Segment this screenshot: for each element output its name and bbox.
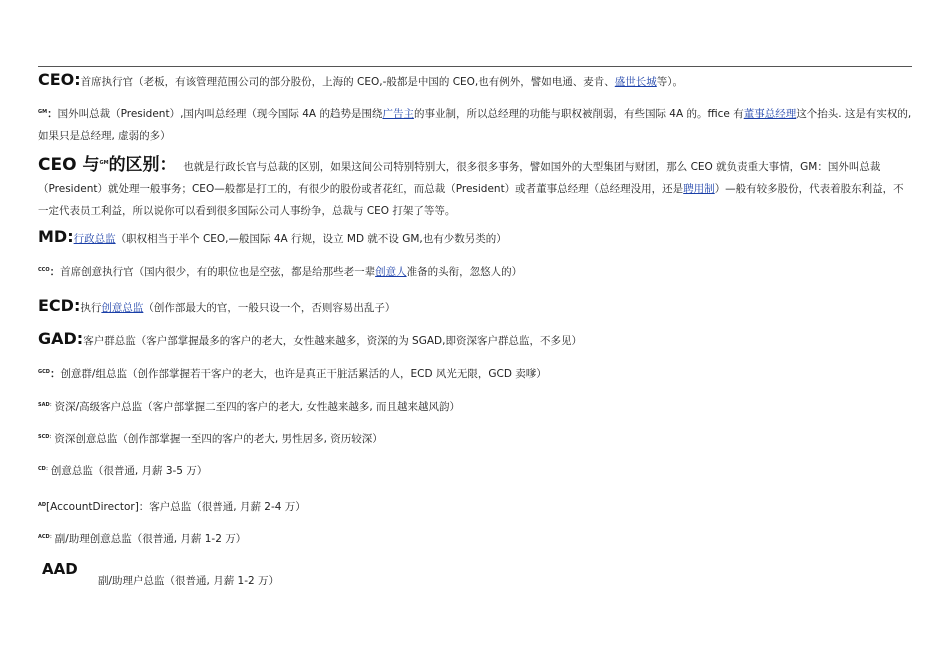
- ceo-gm-difference-entry: [38, 154, 912, 222]
- gm-entry: [38, 103, 912, 147]
- cco-entry: [38, 261, 912, 283]
- sad-text: 资深/高级客户总监（客户部掌握二至四的客户的老大, 女性越来越多, 而且越来越风韵）: [54, 401, 461, 413]
- gcd-term: GCD: [38, 369, 50, 375]
- ceo-text-end: 等）。: [656, 76, 684, 88]
- scd-text: 资深创意总监（创作部掌握一至四的客户的老大, 男性居多, 资历较深）: [54, 433, 383, 445]
- link-administrative-director[interactable]: 行政总监: [73, 233, 116, 245]
- scd-term: SCD：: [38, 434, 55, 440]
- difference-term-small: GM: [99, 160, 109, 166]
- aad-text: 副/助理户总监（很普通, 月薪 1-2 万）: [98, 575, 280, 585]
- cco-colon: ：: [49, 266, 61, 278]
- ad-text: [AccountDirector]：客户总监（很普通, 月薪 2-4 万）: [46, 501, 306, 513]
- difference-text: 也就是行政长官与总裁的区别，如果这间公司特别特别大，很多很多事务，譬如国外的大型集团与财团，那么 CEO 就负责重大事情，GM：国外叫总裁（President）就处理一般事务；CEO—般都是打工的，有很少的股份或者花红，而总裁（President）或者董事总经理（总经理没用，还是: [38, 161, 881, 195]
- gm-text-end: 这个抬头. 这是有实权的, 如果只是总经理, 虚弱的多）: [38, 108, 912, 142]
- cco-text: 首席创意执行官（国内很少，有的职位也是空弦，都是给那些老一辈: [60, 266, 376, 278]
- cco-text-end: 准备的头衔，忽悠人的）: [406, 266, 523, 278]
- gcd-entry: [38, 363, 912, 385]
- sad-term: SAD：: [38, 402, 55, 408]
- difference-text-end: ）—般有较多股份，代表着股东利益，不一定代表员工利益，所以说你可以看到很多国际公司人事纷争，总裁与 CEO 打架了等等。: [38, 183, 904, 217]
- link-employment-system[interactable]: 聘用制: [683, 183, 715, 195]
- gm-text-mid: 的事业制，所以总经理的功能与职权被削弱，有些国际 4A 的。ffice 有: [413, 108, 744, 120]
- sad-entry: [38, 396, 912, 418]
- difference-term-end: 的区别：: [108, 155, 177, 175]
- ad-term: AD: [38, 502, 47, 508]
- cd-term: CD：: [38, 466, 51, 472]
- cd-text: 创意总监（很普通, 月薪 3-5 万）: [50, 465, 208, 477]
- aad-term: AAD: [42, 560, 78, 578]
- ecd-entry: [38, 295, 912, 319]
- md-term: MD:: [38, 227, 74, 246]
- ceo-text: 首席执行官（老板，有该管理范围公司的部分股份，上海的 CEO,-般都是中国的 CEO,也有例外，譬如电通、麦肯、: [80, 76, 615, 88]
- gm-colon: ：: [47, 108, 58, 120]
- gcd-text: 创意群/组总监（创作部掌握若干客户的老大，也许是真正干脏活累活的人，ECD 风光无限，GCD 卖嗲）: [60, 368, 547, 380]
- difference-term: CEO 与: [38, 155, 100, 175]
- acd-entry: [38, 528, 912, 550]
- ecd-text-end: （创作部最大的官，一般只设一个，否则容易出乱子）: [143, 302, 396, 314]
- ceo-term: CEO:: [38, 70, 81, 89]
- gm-term: GM: [38, 109, 48, 115]
- cd-entry: [38, 460, 912, 482]
- cco-term: CCO: [38, 267, 50, 273]
- md-entry: [38, 226, 912, 250]
- link-shengshi-changcheng[interactable]: 盛世长城: [614, 76, 657, 88]
- acd-text: 副/助理创意总监（很普通, 月薪 1-2 万）: [54, 533, 247, 545]
- ceo-entry: [38, 69, 912, 93]
- ad-entry: [38, 496, 912, 518]
- gad-text: 客户群总监（客户部掌握最多的客户的老大，女性越来越多，资深的为 SGAD,即资深客户群总监，不多见）: [83, 335, 582, 347]
- scd-entry: [38, 428, 912, 450]
- acd-term: ACD：: [38, 534, 55, 540]
- top-rule: [38, 66, 912, 67]
- md-text: （职权相当于半个 CEO,—般国际 4A 行规，设立 MD 就不设 GM,也有少数另类的）: [115, 233, 507, 245]
- ecd-text: 执行: [80, 302, 102, 314]
- gm-text: 国外叫总裁（President）,国内叫总经理（现今国际 4A 的趋势是围绕: [57, 108, 383, 120]
- gad-term: GAD:: [38, 329, 84, 348]
- link-advertiser[interactable]: 广告主: [382, 108, 414, 120]
- link-managing-director[interactable]: 董事总经理: [743, 108, 797, 120]
- gcd-colon: ：: [49, 368, 61, 380]
- ecd-term: ECD:: [38, 296, 81, 315]
- gad-entry: [38, 328, 912, 352]
- link-creative-person[interactable]: 创意人: [375, 266, 407, 278]
- link-creative-director[interactable]: 创意总监: [101, 302, 144, 314]
